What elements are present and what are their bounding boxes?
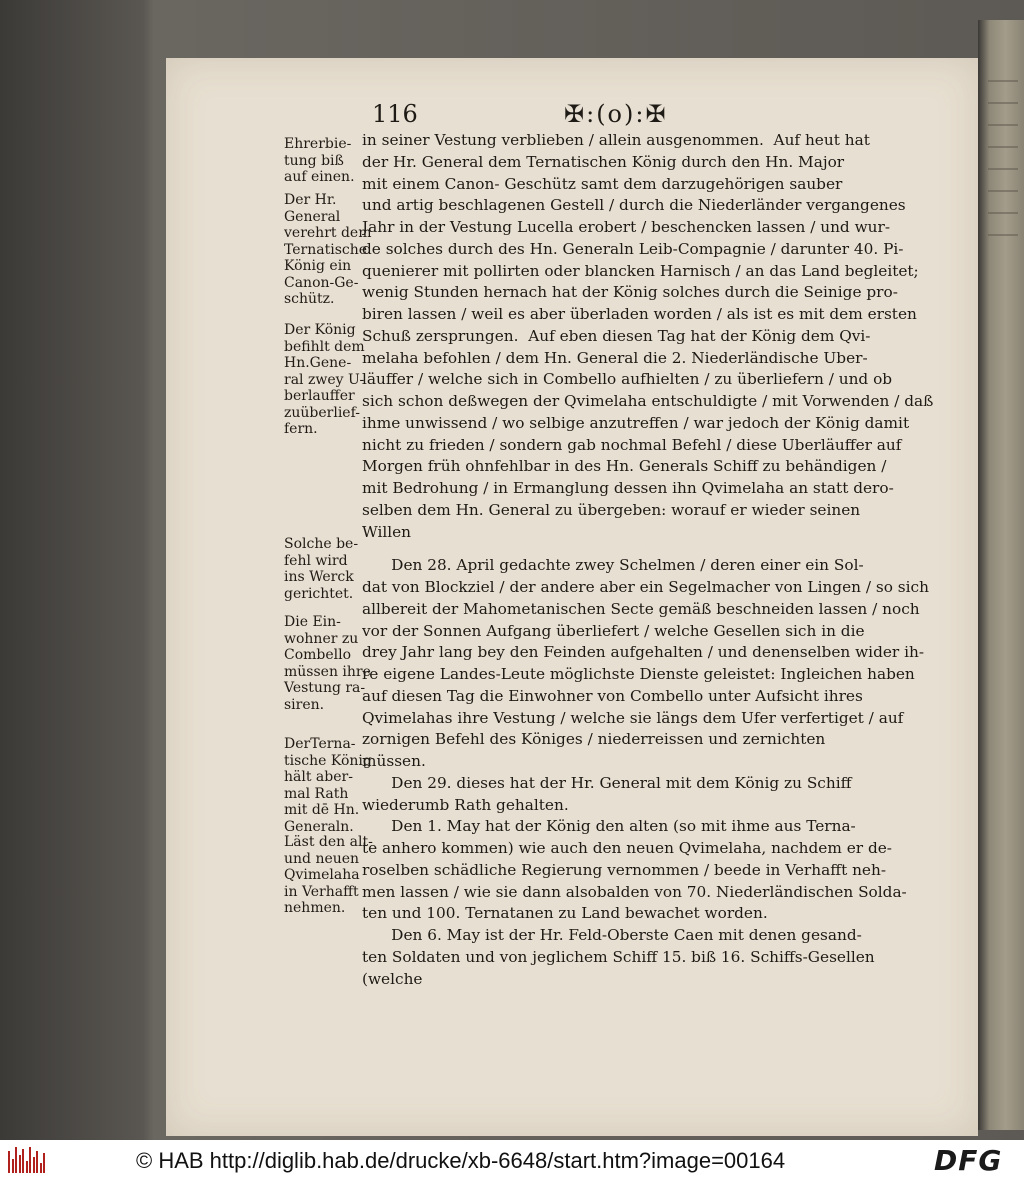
logo-bar <box>26 1161 28 1173</box>
margin-note-line: Vestung ra- <box>284 680 366 696</box>
page-number: 116 <box>372 100 418 128</box>
margin-note-line: Ternatische <box>284 241 368 258</box>
text-line: Jahr in der Vestung Lucella erobert / beschencken lassen / und wur- <box>362 218 891 236</box>
text-line: ten und 100. Ternatanen zu Land bewachet worden. <box>362 904 768 923</box>
paragraph-gap <box>362 543 942 555</box>
text-line: Den 28. April gedachte zwey Schelmen / deren einer ein Sol- <box>362 556 864 575</box>
text-line: wenig Stunden hernach hat der König solches durch die Seinige pro- <box>362 283 898 302</box>
text-line: Morgen früh ohnfehlbar in des Hn. Generals Schiff zu behändigen / <box>362 457 887 476</box>
margin-note <box>284 614 371 713</box>
viewer-footer <box>0 1140 1024 1181</box>
margin-note-line: König ein <box>284 258 352 274</box>
margin-note-line: müssen ihre <box>284 663 371 680</box>
margin-note <box>284 322 365 438</box>
text-line: Den 6. May ist der Hr. Feld-Oberste Caen mit denen gesand- <box>362 926 862 944</box>
margin-note-line: auf einen. <box>284 169 355 185</box>
margin-note-line: schütz. <box>284 291 335 307</box>
margin-note-line: Canon-Ge- <box>284 274 359 291</box>
margin-note-line: ral zwey U- <box>284 371 365 388</box>
text-line: melaha befohlen / dem Hn. General die 2. Niederländische Uber- <box>362 348 868 367</box>
margin-note-line: Läst den alt- <box>284 834 373 850</box>
text-line: quenierer mit pollirten oder blancken Harnisch / an das Land begleitet; <box>362 261 919 280</box>
text-line: selben dem Hn. General zu übergeben: worauf er wieder seinen <box>362 500 861 519</box>
margin-note-line: Der König <box>284 322 356 338</box>
text-line: de solches durch des Hn. Generaln Leib-Compagnie / darunter 40. Pi- <box>362 239 904 258</box>
logo-bar <box>36 1151 38 1173</box>
margin-note-line: siren. <box>284 696 325 713</box>
margin-note-line: in Verhafft <box>284 883 359 900</box>
text-line: vor der Sonnen Aufgang überliefert / welche Gesellen sich in die <box>362 621 865 640</box>
book-page <box>166 58 978 1136</box>
text-line: zornigen Befehl des Königes / niederreissen und zernichten <box>362 730 826 749</box>
margin-note <box>284 536 358 602</box>
margin-note-line: verehrt dem <box>284 225 372 241</box>
text-line: (welche <box>362 969 423 988</box>
margin-note-line: ins Werck <box>284 569 354 585</box>
text-line: Schuß zersprungen. Auf eben diesen Tag hat der König dem Qvi- <box>362 326 871 345</box>
text-line: Den 1. May hat der König den alten (so mit ihme aus Terna- <box>362 817 856 836</box>
hab-barcode-logo-icon[interactable] <box>8 1147 48 1173</box>
margin-note <box>284 136 355 186</box>
text-line: sich schon deßwegen der Qvimelaha entschuldigte / mit Vorwenden / daß <box>362 392 934 410</box>
text-line: mit Bedrohung / in Ermanglung dessen ihn Qvimelaha an statt dero- <box>362 479 894 497</box>
paragraph <box>362 773 942 817</box>
margin-note-line: befihlt dem <box>284 338 365 355</box>
text-line: allbereit der Mahometanischen Secte gemäß beschneiden lassen / noch <box>362 599 920 618</box>
paragraph <box>362 925 942 990</box>
text-line: men lassen / wie sie dann alsobalden von 70. Niederländischen Solda- <box>362 882 907 901</box>
paragraph <box>362 816 942 925</box>
paragraph <box>362 555 942 773</box>
margin-note-line: Hn.Gene- <box>284 355 352 371</box>
logo-bar <box>15 1147 17 1173</box>
page-header <box>372 98 932 134</box>
margin-note-line: hält aber- <box>284 769 353 785</box>
margin-note-line: Der Hr. <box>284 192 337 208</box>
margin-note-line: fern. <box>284 421 318 437</box>
margin-note-line: nehmen. <box>284 900 346 916</box>
margin-note-line: Combello <box>284 647 352 663</box>
margin-note <box>284 192 371 308</box>
margin-note-line: zuüberlief- <box>284 404 361 421</box>
text-line: mit einem Canon- Geschütz samt dem darzugehörigen sauber <box>362 174 843 193</box>
text-line: roselben schädliche Regierung vernommen / beede in Verhafft neh- <box>362 860 887 879</box>
logo-bar <box>40 1163 42 1173</box>
main-text <box>362 130 942 990</box>
margin-note-line: Generaln. <box>284 818 354 835</box>
text-line: der Hr. General dem Ternatischen König durch den Hn. Major <box>362 152 845 171</box>
source-credit-link[interactable]: © HAB http://diglib.hab.de/drucke/xb-6648/start.htm?image=00164 <box>136 1148 786 1173</box>
margin-note-line: General <box>284 208 341 225</box>
margin-note-line: Qvimelaha <box>284 867 360 883</box>
margin-note-line: fehl wird <box>284 552 348 569</box>
logo-bar <box>19 1155 21 1173</box>
adjacent-page-edge <box>978 20 1024 1130</box>
text-line: Willen <box>362 522 412 541</box>
text-line: biren lassen / weil es aber überladen worden / als ist es mit dem ersten <box>362 305 917 323</box>
header-ornament: ✠:(o):✠ <box>564 100 668 128</box>
text-line: läuffer / welche sich in Combello aufhielten / zu überliefern / und ob <box>362 370 893 389</box>
margin-note-line: tung biß <box>284 152 344 169</box>
text-line: Den 29. dieses hat der Hr. General mit dem König zu Schiff <box>362 773 852 792</box>
text-line: auf diesen Tag die Einwohner von Combello unter Aufsicht ihres <box>362 686 863 705</box>
text-line: müssen. <box>362 752 426 770</box>
margin-note-line: mit dē Hn. <box>284 802 360 818</box>
logo-bar <box>8 1151 10 1173</box>
margin-note-line: wohner zu <box>284 630 359 647</box>
margin-note-line: Ehrerbie- <box>284 136 352 152</box>
text-line: ten Soldaten und von jeglichem Schiff 15. biß 16. Schiffs-Gesellen <box>362 947 875 966</box>
paragraph <box>362 130 942 543</box>
logo-bar <box>22 1149 24 1173</box>
logo-bar <box>43 1153 45 1173</box>
text-line: wiederumb Rath gehalten. <box>362 795 569 814</box>
text-line: re eigene Landes-Leute möglichste Dienste geleistet: Ingleichen haben <box>362 665 915 683</box>
logo-bar <box>12 1159 14 1173</box>
text-line: in seiner Vestung verblieben / allein ausgenommen. Auf heut hat <box>362 131 870 149</box>
margin-note-line: Die Ein- <box>284 614 341 630</box>
dfg-logo[interactable]: DFG <box>934 1144 1003 1177</box>
margin-note-line: gerichtet. <box>284 585 354 602</box>
text-line: dat von Blockziel / der andere aber ein Segelmacher von Lingen / so sich <box>362 578 929 596</box>
logo-bar <box>29 1147 31 1173</box>
margin-note-line: und neuen <box>284 850 360 867</box>
margin-note-line: tische König <box>284 752 372 769</box>
text-line: Qvimelahas ihre Vestung / welche sie längs dem Ufer verfertiget / auf <box>362 708 904 727</box>
text-line: drey Jahr lang bey den Feinden aufgehalten / und denenselben wider ih- <box>362 643 925 662</box>
text-line: ihme unwissend / wo selbige anzutreffen / war jedoch der König damit <box>362 413 910 432</box>
margin-note-line: DerTerna- <box>284 736 356 752</box>
margin-note <box>284 834 373 917</box>
margin-note <box>284 736 372 835</box>
margin-note-line: berlauffer <box>284 388 355 404</box>
margin-note-line: Solche be- <box>284 536 359 552</box>
text-line: nicht zu frieden / sondern gab nochmal Befehl / diese Uberläuffer auf <box>362 435 902 454</box>
margin-note-line: mal Rath <box>284 785 349 802</box>
text-line: te anhero kommen) wie auch den neuen Qvimelaha, nachdem er de- <box>362 839 892 857</box>
logo-bar <box>33 1157 35 1173</box>
text-line: und artig beschlagenen Gestell / durch die Niederländer vergangenes <box>362 196 906 215</box>
